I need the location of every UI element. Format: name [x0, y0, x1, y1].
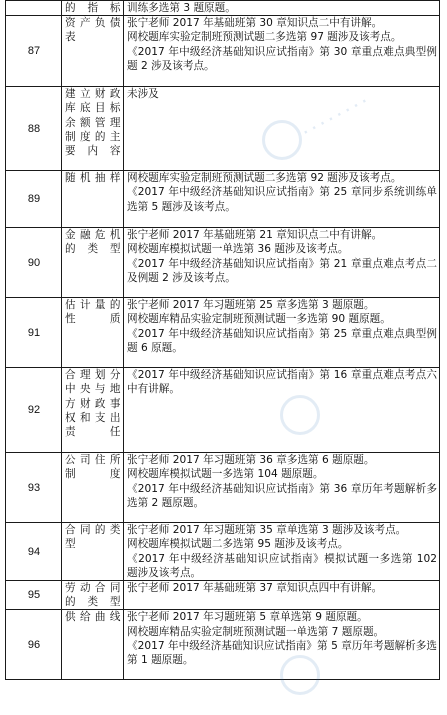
- description-text: 《2017 年中级经济基础知识应试指南》第 25 章同步系统训练单选第 5 题涉及该考点。: [127, 186, 437, 213]
- row-number: 95: [6, 581, 62, 610]
- description-cell: [124, 87, 440, 171]
- topic-cell: [62, 523, 124, 581]
- description-cell: [124, 610, 440, 680]
- table-row: [6, 523, 440, 581]
- topic-text: 资产负债: [65, 17, 121, 30]
- row-number: 88: [6, 87, 62, 171]
- knowledge-point-table: [5, 0, 440, 680]
- row-number: 94: [6, 523, 62, 581]
- table-row: [6, 87, 440, 171]
- description-cell: [124, 523, 440, 581]
- topic-cell: [62, 453, 124, 523]
- table-row: [6, 610, 440, 680]
- topic-cell: [62, 610, 124, 680]
- description-text: 张宁老师 2017 年基础班第 30 章知识点二中有讲解。: [127, 17, 383, 30]
- description-text: 网校题库精品实验定制班预测试题一单选第 7 题原题。: [127, 625, 385, 638]
- topic-cell: [62, 228, 124, 298]
- description-text: 网校题库模拟试题二多选第 95 题涉及该考点。: [127, 538, 349, 551]
- topic-text: 公司住所: [65, 454, 121, 467]
- topic-cell: [62, 298, 124, 368]
- topic-text: 的类型: [65, 596, 121, 609]
- table-row: [6, 368, 440, 453]
- table-body: [6, 1, 440, 680]
- description-text: 张宁老师 2017 年习题班第 35 章单选第 3 题涉及该考点。: [127, 524, 407, 537]
- description-text: 张宁老师 2017 年习题班第 25 章多选第 3 题原题。: [127, 299, 375, 312]
- topic-cell: [62, 1, 124, 16]
- description-text: 《2017 年中级经济基础知识应试指南》第 5 章历年考题解析多选第 1 题原题。: [127, 639, 437, 667]
- description-cell: [124, 298, 440, 368]
- topic-text: 性质: [65, 313, 121, 326]
- row-number: 90: [6, 228, 62, 298]
- topic-cell: [62, 87, 124, 171]
- topic-cell: [62, 16, 124, 87]
- description-text: 《2017 年中级经济基础知识应试指南》第 25 章重点难点典型例题 6 原题。: [127, 327, 437, 354]
- table-row: [6, 1, 440, 16]
- description-cell: [124, 453, 440, 523]
- row-number: 96: [6, 610, 62, 680]
- topic-text: 估计量的: [65, 299, 121, 312]
- topic-text: 制度的主: [65, 130, 121, 143]
- topic-text: 表: [65, 31, 77, 44]
- table-row: [6, 298, 440, 368]
- description-text: 训练多选第 3 题原题。: [127, 2, 236, 14]
- document-page: [5, 0, 439, 680]
- description-cell: [124, 16, 440, 87]
- description-text: 网校题库实验定制班预测试题二多选第 92 题涉及该考点。: [127, 172, 402, 185]
- description-text: 《2017 年中级经济基础知识应试指南》第 36 章历年考题解析多选第 2 题原题。: [127, 482, 437, 509]
- topic-cell: [62, 368, 124, 453]
- description-text: 张宁老师 2017 年基础班第 37 章知识点四中有讲解。: [127, 582, 383, 595]
- row-number: 91: [6, 298, 62, 368]
- topic-text: 余额管理: [65, 116, 121, 129]
- description-text: 网校题库模拟试题一多选第 104 题原题。: [127, 468, 324, 481]
- description-cell: [124, 228, 440, 298]
- topic-cell: [62, 171, 124, 228]
- row-number: 93: [6, 453, 62, 523]
- topic-cell: [62, 581, 124, 610]
- topic-text: 中央与地: [65, 383, 121, 396]
- topic-text: 合理划分: [65, 369, 121, 382]
- table-row: [6, 581, 440, 610]
- description-text: 张宁老师 2017 年习题班第 36 章多选第 6 题原题。: [127, 454, 375, 467]
- topic-text: 制度: [65, 468, 121, 481]
- row-number: 87: [6, 16, 62, 87]
- table-row: [6, 16, 440, 87]
- topic-text: 库底目标: [65, 102, 121, 115]
- description-cell: [124, 1, 440, 16]
- topic-text: 型: [65, 538, 77, 551]
- table-row: [6, 228, 440, 298]
- topic-text: 权和支出: [65, 411, 121, 424]
- description-text: 《2017 年中级经济基础知识应试指南》模拟试题一多选第 102 题涉及该考点。: [127, 552, 437, 579]
- description-text: 张宁老师 2017 年习题班第 5 章单选第 9 题原题。: [127, 611, 368, 624]
- topic-text: 合同的类: [65, 524, 121, 537]
- topic-text: 随机抽样: [65, 172, 121, 185]
- table-row: [6, 453, 440, 523]
- description-text: 网校题库模拟试题一单选第 36 题涉及该考点。: [127, 243, 349, 256]
- watermark-text: · · · · · · · ·: [300, 94, 371, 141]
- description-text: 网校题库精品实验定制班预测试题一多选第 90 题原题。: [127, 313, 391, 326]
- description-cell: [124, 581, 440, 610]
- description-cell: [124, 171, 440, 228]
- topic-text: 供给曲线: [65, 611, 121, 624]
- topic-text: 责任: [65, 426, 121, 439]
- row-number: 89: [6, 171, 62, 228]
- topic-text: 金融危机: [65, 229, 121, 242]
- description-text: 《2017 年中级经济基础知识应试指南》第 21 章重点难点考点二及例题 2 涉及该考点。: [127, 257, 437, 284]
- row-number: 92: [6, 368, 62, 453]
- topic-text: 建立财政: [65, 88, 121, 101]
- table-row: [6, 171, 440, 228]
- topic-text: 要内容: [65, 145, 121, 158]
- description-text: 《2017 年中级经济基础知识应试指南》第 16 章重点难点考点六中有讲解。: [127, 369, 437, 396]
- description-text: 张宁老师 2017 年基础班第 21 章知识点二中有讲解。: [127, 229, 383, 242]
- description-text: 未涉及: [127, 88, 159, 101]
- description-text: 网校题库实验定制班预测试题二多选第 97 题涉及该考点。: [127, 31, 402, 44]
- topic-text: 方财政事: [65, 397, 121, 410]
- row-number: [6, 1, 62, 16]
- topic-text: 劳动合同: [65, 582, 121, 595]
- topic-text: 的指标: [65, 2, 121, 14]
- topic-text: 的类型: [65, 243, 121, 256]
- description-cell: [124, 368, 440, 453]
- description-text: 《2017 年中级经济基础知识应试指南》第 30 章重点难点典型例题 2 涉及该考点。: [127, 45, 437, 72]
